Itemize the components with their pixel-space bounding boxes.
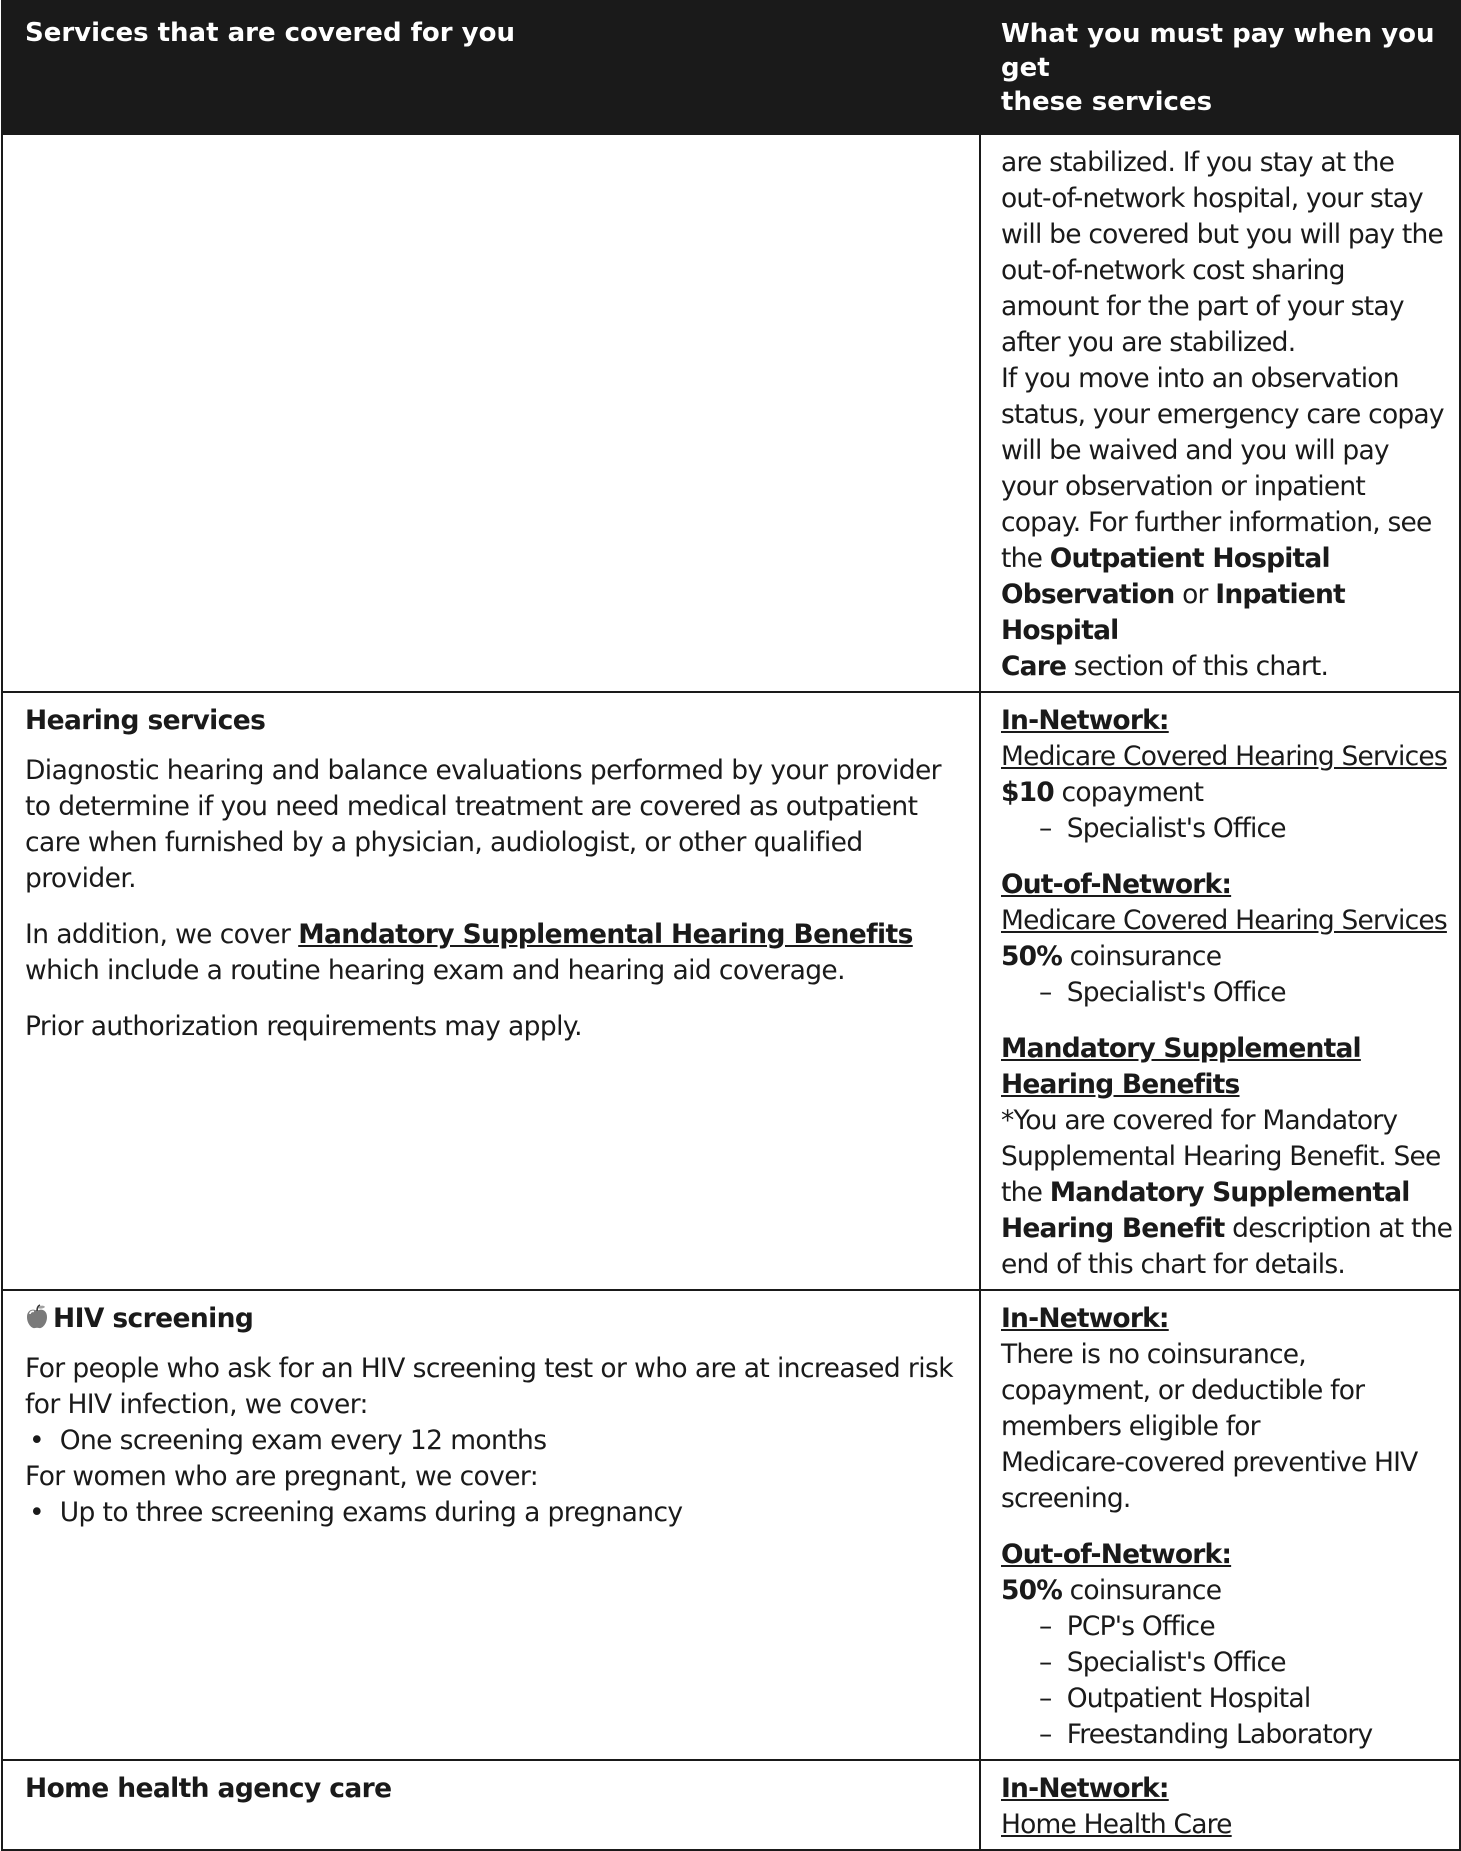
- hiv-out-place-3: – Freestanding Laboratory: [1039, 1719, 1373, 1750]
- hearing-out-network-amount-text: coinsurance: [1062, 941, 1222, 972]
- hiv-out-place-0-text: PCP's Office: [1066, 1611, 1215, 1642]
- home-left-cell: [2, 1760, 980, 1850]
- home-health-title: Home health agency care: [25, 1773, 392, 1804]
- table-row-hiv-screening: [2, 1290, 1460, 1760]
- continuation-line-9: your observation or inpatient: [1001, 471, 1365, 502]
- hiv-out-place-3-text: Freestanding Laboratory: [1066, 1719, 1373, 1750]
- header-services-covered: Services that are covered for you: [2, 1, 980, 134]
- hearing-in-network-amount: $10: [1001, 777, 1054, 808]
- hiv-in-line-1: copayment, or deductible for: [1001, 1375, 1365, 1406]
- header-what-you-pay-line2: these services: [1001, 87, 1213, 117]
- hearing-in-network-block: [1001, 703, 1453, 847]
- hearing-paragraph-3: Prior authorization requirements may apply.: [25, 1011, 583, 1042]
- msh-text-line5: end of this chart for details.: [1001, 1249, 1345, 1280]
- hearing-left-cell: [2, 692, 980, 1290]
- hiv-bullet-2: • Up to three screening exams during a pregnancy: [29, 1497, 683, 1528]
- hiv-in-network-block: [1001, 1301, 1453, 1517]
- hiv-out-network-amount-text: coinsurance: [1062, 1575, 1222, 1606]
- hiv-out-network-block: [1001, 1537, 1453, 1753]
- hearing-out-network-place-text: Specialist's Office: [1066, 977, 1286, 1008]
- hearing-out-network-place: – Specialist's Office: [1039, 977, 1286, 1008]
- continuation-left-cell: [2, 134, 980, 692]
- outpatient-hospital-ref: Outpatient Hospital: [1049, 543, 1330, 574]
- hiv-out-place-1: – Specialist's Office: [1039, 1647, 1286, 1678]
- msh-text-line1: *You are covered for Mandatory: [1001, 1105, 1398, 1136]
- hearing-out-network-service: Medicare Covered Hearing Services: [1001, 905, 1447, 936]
- hiv-bullet-1-text: One screening exam every 12 months: [59, 1425, 547, 1456]
- msh-the: the: [1001, 1177, 1050, 1208]
- header-what-you-pay-line1: What you must pay when you get: [1001, 19, 1435, 83]
- hiv-out-place-1-text: Specialist's Office: [1066, 1647, 1286, 1678]
- continuation-line-12: [1001, 577, 1453, 649]
- hearing-out-network-amount: 50%: [1001, 941, 1063, 972]
- hearing-out-network-cost: [1001, 939, 1453, 975]
- continuation-line-11: [1001, 541, 1453, 577]
- msh-title-line1: Mandatory Supplemental: [1001, 1033, 1361, 1064]
- home-in-network-label: In-Network:: [1001, 1773, 1169, 1804]
- hearing-out-network-block: [1001, 867, 1453, 1011]
- hiv-paragraph-2: For women who are pregnant, we cover:: [25, 1461, 539, 1492]
- continuation-line-0: are stabilized. If you stay at the: [1001, 147, 1395, 178]
- hiv-screening-title: [25, 1301, 965, 1337]
- hearing-right-cell: [980, 692, 1460, 1290]
- continuation-the: the: [1001, 543, 1050, 574]
- continuation-right-cell: [980, 134, 1460, 692]
- hiv-right-cell: [980, 1290, 1460, 1760]
- hiv-out-place-2-text: Outpatient Hospital: [1066, 1683, 1311, 1714]
- hiv-in-line-0: There is no coinsurance,: [1001, 1339, 1306, 1370]
- msh-text-line4: [1001, 1211, 1453, 1247]
- benefits-table: [1, 0, 1461, 1851]
- hearing-in-network-place: – Specialist's Office: [1039, 813, 1286, 844]
- hiv-in-line-4: screening.: [1001, 1483, 1131, 1514]
- hearing-in-network-service: Medicare Covered Hearing Services: [1001, 741, 1447, 772]
- hearing-paragraph-1: Diagnostic hearing and balance evaluations performed by your provider to determine if you need medical treatment are covered as outpatient care when furnished by a physician, audiologist, or other qualified provider.: [25, 755, 941, 894]
- table-header-row: [2, 1, 1460, 134]
- continuation-line-13: [1001, 649, 1453, 685]
- hearing-in-network-amount-text: copayment: [1053, 777, 1204, 808]
- apple-icon: [25, 1304, 49, 1330]
- continuation-tail: section of this chart.: [1066, 651, 1329, 682]
- msh-text-line3: [1001, 1175, 1453, 1211]
- hiv-paragraph-1: For people who ask for an HIV screening test or who are at increased risk for HIV infection, we cover:: [25, 1353, 953, 1420]
- hiv-in-line-2: members eligible for: [1001, 1411, 1260, 1442]
- hearing-paragraph-2: [25, 917, 965, 989]
- hearing-p2-post: which include a routine hearing exam and hearing aid coverage.: [25, 955, 845, 986]
- continuation-line-5: after you are stabilized.: [1001, 327, 1296, 358]
- table-row-emergency-continuation: [2, 134, 1460, 692]
- continuation-line-7: status, your emergency care copay: [1001, 399, 1444, 430]
- hiv-out-place-0: – PCP's Office: [1039, 1611, 1215, 1642]
- continuation-line-8: will be waived and you will pay: [1001, 435, 1389, 466]
- msh-text3: description at the: [1224, 1213, 1453, 1244]
- table-row-hearing-services: [2, 692, 1460, 1290]
- hiv-in-network-label: In-Network:: [1001, 1303, 1169, 1334]
- hiv-out-place-2: – Outpatient Hospital: [1039, 1683, 1311, 1714]
- hearing-in-network-label: In-Network:: [1001, 705, 1169, 736]
- msh-text-line2: Supplemental Hearing Benefit. See: [1001, 1141, 1441, 1172]
- continuation-line-6: If you move into an observation: [1001, 363, 1399, 394]
- msh-title-line2: Hearing Benefits: [1001, 1069, 1240, 1100]
- msh-bold2: Hearing Benefit: [1001, 1213, 1225, 1244]
- continuation-line-10: copay. For further information, see: [1001, 507, 1432, 538]
- inpatient-hospital-ref: Inpatient Hospital: [1001, 579, 1345, 646]
- mandatory-supplemental-hearing-link[interactable]: Mandatory Supplemental Hearing Benefits: [298, 919, 913, 950]
- hiv-bullet-1: • One screening exam every 12 months: [29, 1425, 547, 1456]
- care-ref: Care: [1001, 651, 1067, 682]
- continuation-line-2: will be covered but you will pay the: [1001, 219, 1443, 250]
- hiv-out-network-amount: 50%: [1001, 1575, 1063, 1606]
- hiv-bullet-2-text: Up to three screening exams during a pregnancy: [59, 1497, 683, 1528]
- hearing-services-title: Hearing services: [25, 705, 266, 736]
- hearing-out-network-label: Out-of-Network:: [1001, 869, 1232, 900]
- continuation-line-4: amount for the part of your stay: [1001, 291, 1404, 322]
- hearing-in-network-place-text: Specialist's Office: [1066, 813, 1286, 844]
- header-what-you-pay: [980, 1, 1460, 134]
- observation-ref: Observation: [1001, 579, 1175, 610]
- hearing-in-network-cost: [1001, 775, 1453, 811]
- hearing-p2-pre: In addition, we cover: [25, 919, 299, 950]
- msh-bold1: Mandatory Supplemental: [1049, 1177, 1410, 1208]
- hiv-in-line-3: Medicare-covered preventive HIV: [1001, 1447, 1418, 1478]
- hiv-title-text: HIV screening: [53, 1303, 254, 1334]
- hiv-left-cell: [2, 1290, 980, 1760]
- continuation-line-3: out-of-network cost sharing: [1001, 255, 1345, 286]
- home-right-cell: [980, 1760, 1460, 1850]
- continuation-line-1: out-of-network hospital, your stay: [1001, 183, 1423, 214]
- hearing-supplemental-block: [1001, 1031, 1453, 1283]
- home-in-network-service: Home Health Care: [1001, 1809, 1232, 1840]
- continuation-or: or: [1174, 579, 1216, 610]
- hiv-out-network-label: Out-of-Network:: [1001, 1539, 1232, 1570]
- hiv-out-network-cost: [1001, 1573, 1453, 1609]
- table-row-home-health: [2, 1760, 1460, 1850]
